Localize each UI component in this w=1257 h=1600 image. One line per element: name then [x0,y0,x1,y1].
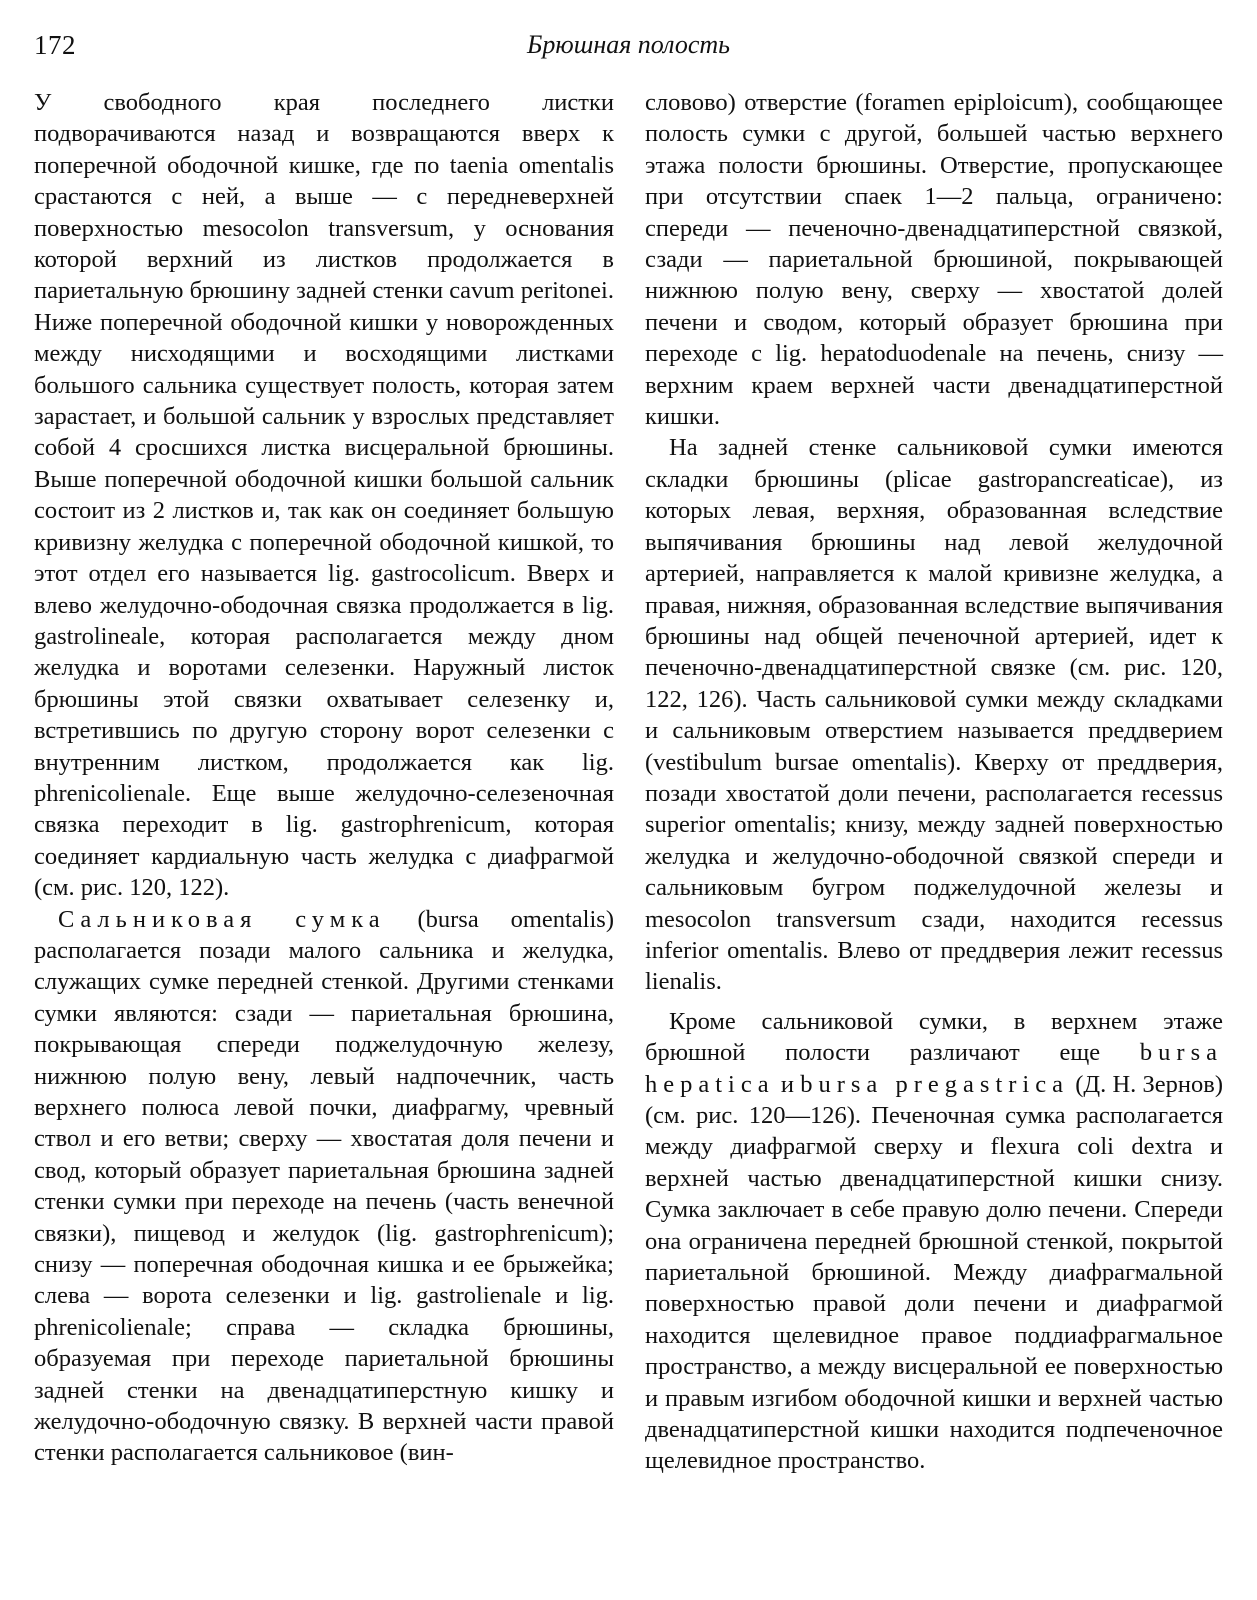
paragraph: словово) отверстие (foramen epiploicum), сообщающее полость сумки с другой, большей частью верхнего этажа полости брюшины. Отверстие, пропускающее при отсутствии спаек 1—2 пальца, ограничено: спереди — печеночно-двенадцатиперстной связкой, сзади — париетальной брюшиной, покрывающей нижнюю полую вену, сверху — хвостатой долей печени и сводом, который образует брюшина при переходе с lig. hepatoduodenale на печень, снизу — верхним краем верхней части двенадцатиперстной кишки. [645,89,1223,431]
paragraph-text: и [774,1070,801,1098]
spaced-term: bursa hepatica [645,1039,1223,1098]
paragraph-text: (bursa omentalis) располагается позади малого сальника и желудка, служащих сумке передней стенкой. Другими стенками сумки являются: сзади — париетальная брюшина, покрывающая спереди поджелудочную железу, нижнюю полую вену, левый надпочечник, часть верхнего полюса левой почки, диафрагму, чревный ствол и его ветви; сверху — хвостатая доля печени и свод, который образует париетальная брюшина задней стенки сумки при переходе на печень (часть венечной связки), пищевод и желудок (lig. gastrophrenicum); снизу — поперечная ободочная кишка и ее брыжейка; слева — ворота селезенки и lig. gastrolienale и lig. phrenicolienale; справа — складка брюшины, образуемая при переходе париетальной брюшины задней стенки на двенадцатиперстную кишку и желудочно-ободочную связку. В верхней части правой стенки располагается сальниковое (вин- [34,905,614,1467]
running-head: Брюшная полость [527,30,730,59]
spaced-term: bursa pregastrica [800,1070,1069,1098]
paragraph-text: Кроме сальниковой сумки, в верхнем этаже брюшной полости различают еще [645,1007,1223,1067]
paragraph-text: (Д. Н. Зернов) (см. рис. 120—126). Печеночная сумка располагается между диафрагмой сверху и flexura coli dextra и верхней частью двенадцатиперстной кишки снизу. Сумка заключает в себе правую долю печени. Спереди она ограничена передней брюшной стенкой, покрытой париетальной брюшиной. Между диафрагмальной поверхностью правой доли печени и диафрагмой находится щелевидное правое поддиафрагмальное пространство, а между висцеральной ее поверхностью и правым изгибом ободочной кишки и верхней частью двенадцатиперстной кишки находится подпеченочное щелевидное пространство. [645,1070,1223,1475]
paragraph: На задней стенке сальниковой сумки имеются складки брюшины (plicae gastropancreaticae), из которых левая, верхняя, образованная вследствие выпячивания брюшины над левой желудочной артерией, направляется к малой кривизне желудка, а правая, нижняя, образованная вследствие выпячивания брюшины над общей печеночной артерией, идет к печеночно-двенадцатиперстной связке (см. рис. 120, 122, 126). Часть сальниковой сумки между складками и сальниковым отверстием называется преддверием (vestibulum bursae omentalis). Кверху от преддверия, позади хвостатой доли печени, располагается recessus superior omentalis; книзу, между задней поверхностью желудка и желудочно-ободочной связкой спереди и сальниковым бугром поджелудочной железы и mesocolon transversum сзади, находится recessus inferior omentalis. Влево от преддверия лежит recessus lienalis. [645,434,1223,996]
right-column [645,87,1223,1477]
page-number: 172 [34,30,76,60]
spaced-term: Сальниковая сумка [58,905,386,933]
paragraph [34,904,614,1469]
left-column [34,87,614,1469]
paragraph: У свободного края последнего листки подворачиваются назад и возвращаются вверх к поперечной ободочной кишке, где по taenia omentalis срастаются с ней, а выше — с передневерхней поверхностью mesocolon transversum, у основания которой верхний из листков продолжается в париетальную брюшину задней стенки cavum peritonei. Ниже поперечной ободочной кишки у новорожденных между нисходящими и восходящими листками большого сальника существует полость, которая затем зарастает, и большой сальник у взрослых представляет собой 4 сросшихся листка висцеральной брюшины. Выше поперечной ободочной кишки большой сальник состоит из 2 листков и, так как он соединяет большую кривизну желудка с поперечной ободочной кишкой, то этот отдел его называется lig. gastrocolicum. Вверх и влево желудочно-ободочная связка продолжается в lig. gastrolineale, которая располагается между дном желудка и воротами селезенки. Наружный листок брюшины этой связки охватывает селезенку и, встретившись по другую сторону ворот селезенки с внутренним листком, продолжается как lig. phrenicolienale. Еще выше желудочно-селезеночная связка переходит в lig. gastrophrenicum, которая соединяет кардиальную часть желудка с диафрагмой (см. рис. 120, 122). [34,89,614,902]
paragraph [645,1006,1223,1477]
